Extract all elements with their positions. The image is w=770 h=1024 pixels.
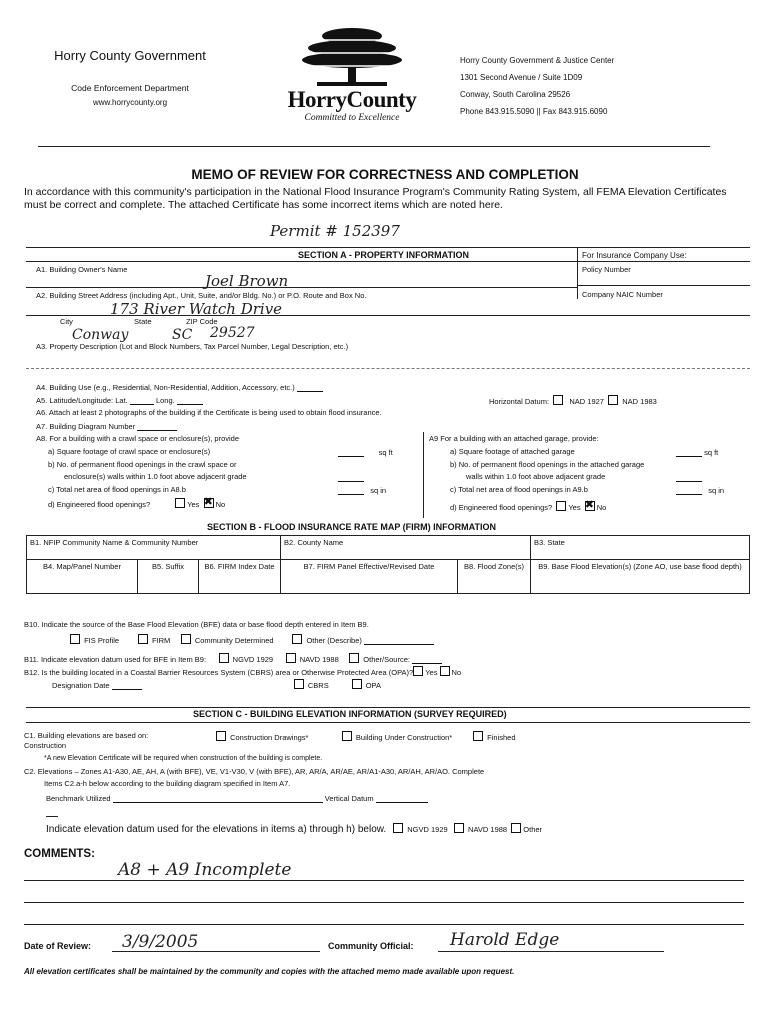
b11-ngvd-checkbox[interactable] [219, 653, 229, 663]
c1-construction: Construction [24, 741, 67, 750]
date-line [112, 951, 320, 952]
section-a-top-rule [26, 247, 750, 248]
a1-label: A1. Building Owner's Name [36, 265, 128, 274]
construction-drawings-checkbox[interactable] [216, 731, 226, 741]
community-official-signature: Harold Edge [450, 930, 560, 950]
b5-cell: B5. Suffix [138, 560, 199, 594]
a8a-field: sq ft [338, 447, 393, 457]
b12-no-checkbox[interactable] [440, 666, 450, 676]
a3-label: A3. Property Description (Lot and Block Numbers, Tax Parcel Number, Legal Description, etc.) [36, 342, 349, 351]
b11-navd-checkbox[interactable] [286, 653, 296, 663]
a2-label: A2. Building Street Address (including Apt., Unit, Suite, and/or Bldg. No.) or P.O. Route and Box No. [36, 291, 367, 300]
a8-title: A8. For a building with a crawl space or enclosure(s), provide [36, 434, 240, 443]
c2-other-checkbox[interactable] [511, 823, 521, 833]
policy-number-label: Policy Number [582, 265, 631, 274]
other-describe-checkbox[interactable] [292, 634, 302, 644]
memo-intro: In accordance with this community's participation in the National Flood Insurance Program's Community Rating System, all FEMA Elevation Certificates must be correct and complete. The attached Certificate has some incorrect items which are noted here. [24, 186, 727, 211]
a7-label: A7. Building Diagram Number [36, 421, 177, 431]
a9d-no-checkbox[interactable] [585, 501, 595, 511]
community-official-label: Community Official: [328, 941, 414, 951]
insurance-header: For Insurance Company Use: [582, 251, 687, 260]
datum-line: Indicate elevation datum used for the elevations in items a) through h) below. NGVD 1929 NAVD 1988 Other [46, 824, 543, 835]
a8-a9-divider [423, 432, 424, 518]
website: www.horrycounty.org [92, 98, 168, 107]
firm-checkbox[interactable] [138, 634, 148, 644]
header-left [0, 48, 260, 107]
opa-checkbox[interactable] [352, 679, 362, 689]
a8b-label-2: enclosure(s) walls within 1.0 foot above adjacent grade [64, 472, 247, 481]
tree-logo-icon [297, 26, 407, 88]
gov-name: Horry County Government [54, 48, 206, 63]
a9c-field: sq in [676, 485, 724, 495]
b12-label: B12. Is the building located in a Coastal Barrier Resources System (CBRS) area or Otherwise Protected Area (OPA)? Yes No [24, 668, 462, 677]
c2-navd-checkbox[interactable] [454, 823, 464, 833]
firm-info-table [26, 535, 750, 594]
a3-dashed-rule [26, 368, 750, 369]
a8c-field: sq in [338, 485, 386, 495]
department-name: Code Enforcement Department [71, 83, 189, 93]
b10-label: B10. Indicate the source of the Base Flood Elevation (BFE) data or base flood depth entered in Item B9. [24, 620, 369, 629]
a1-rule [26, 287, 577, 288]
a5-label: A5. Latitude/Longitude: Lat. Long. [36, 395, 203, 405]
section-c-title: SECTION C - BUILDING ELEVATION INFORMATION (SURVEY REQUIRED) [193, 709, 507, 719]
c1-label: C1. Building elevations are based on: [24, 731, 149, 740]
a9b-label-2: walls within 1.0 foot above adjacent grade [466, 472, 606, 481]
c1-note: *A new Elevation Certificate will be required when construction of the building is complete. [44, 755, 323, 762]
section-b-title: SECTION B - FLOOD INSURANCE RATE MAP (FIRM) INFORMATION [207, 522, 496, 532]
phone-fax: Phone 843.915.5090 || Fax 843.915.6090 [460, 107, 608, 116]
city-label: City [60, 317, 73, 326]
date-of-review-value: 3/9/2005 [122, 932, 199, 952]
section-a-title: SECTION A - PROPERTY INFORMATION [298, 250, 470, 260]
permit-number: Permit # 152397 [270, 222, 400, 240]
a9a-label: a) Square footage of attached garage [450, 447, 575, 456]
zip-label: ZIP Code [186, 317, 218, 326]
address-line: 1301 Second Avenue / Suite 1D09 [460, 73, 583, 82]
address-line: Horry County Government & Justice Center [460, 56, 615, 65]
date-of-review-label: Date of Review: [24, 941, 92, 951]
a8d-no-checkbox[interactable] [204, 498, 214, 508]
under-construction-checkbox[interactable] [342, 731, 352, 741]
a2-street-address: 173 River Watch Drive [110, 300, 283, 318]
c2-label-2: Items C2.a-h below according to the building diagram specified in Item A7. [44, 779, 291, 788]
a1-owner-name: Joel Brown [205, 272, 289, 290]
insurance-divider [577, 247, 578, 299]
header-address [460, 52, 614, 120]
naic-number-label: Company NAIC Number [582, 290, 663, 299]
b4-cell: B4. Map/Panel Number [27, 560, 138, 594]
comment-line [24, 902, 744, 903]
a4-label: A4. Building Use (e.g., Residential, Non-Residential, Addition, Accessory, etc.) [36, 382, 323, 392]
b6-cell: B6. FIRM Index Date [199, 560, 281, 594]
comment-line [24, 924, 744, 925]
a8d-label: d) Engineered flood openings? Yes ✖ No [48, 498, 225, 509]
a2-rule [26, 315, 750, 316]
a8b-field [338, 472, 364, 482]
c1-options: Construction Drawings* Building Under Construction* Finished [216, 731, 516, 742]
comment-line [24, 880, 744, 881]
comments-value: A8 + A9 Incomplete [118, 860, 292, 880]
b1-cell: B1. NFIP Community Name & Community Number [27, 536, 281, 560]
nad1927-checkbox[interactable] [553, 395, 563, 405]
b11-other-checkbox[interactable] [349, 653, 359, 663]
a9a-field: sq ft [676, 447, 718, 457]
section-c-top-rule [26, 707, 750, 708]
a9c-label: c) Total net area of flood openings in A9.b [450, 485, 588, 494]
a9-title: A9 For a building with an attached garage, provide: [429, 434, 599, 443]
header-divider [38, 146, 710, 147]
c2-ngvd-checkbox[interactable] [393, 823, 403, 833]
cbrs-checkbox[interactable] [294, 679, 304, 689]
b7-cell: B7. FIRM Panel Effective/Revised Date [281, 560, 458, 594]
policy-divider [577, 285, 750, 286]
a9d-label: d) Engineered flood openings? Yes ✖ No [450, 501, 606, 512]
a8b-label: b) No. of permanent flood openings in the crawl space or [48, 460, 237, 469]
b8-cell: B8. Flood Zone(s) [458, 560, 531, 594]
logo-name: HorryCounty [287, 87, 417, 112]
community-determined-checkbox[interactable] [181, 634, 191, 644]
city-value: Conway [72, 327, 129, 343]
datum-mark [46, 816, 58, 817]
c2-label: C2. Elevations – Zones A1-A30, AE, AH, A (with BFE), VE, V1-V30, V (with BFE), AR, AR/A, AR/AE, AR/A1-A30, AR/AH, AR/AO. Complete [24, 767, 485, 776]
finished-checkbox[interactable] [473, 731, 483, 741]
b10-options: FIS Profile FIRM Community Determined Other (Describe) [70, 634, 434, 645]
b11-label: B11. Indicate elevation datum used for BFE in Item B9: NGVD 1929 NAVD 1988 Other/Source: [24, 653, 442, 664]
a8c-label: c) Total net area of flood openings in A8.b [48, 485, 186, 494]
a9b-field [676, 472, 702, 482]
county-logo [262, 26, 442, 123]
a9d-yes-checkbox[interactable] [556, 501, 566, 511]
state-label: State [134, 317, 152, 326]
memo-title: MEMO OF REVIEW FOR CORRECTNESS AND COMPLETION [191, 167, 579, 182]
benchmark-field: Benchmark Utilized Vertical Datum [46, 793, 428, 803]
a6-label: A6. Attach at least 2 photographs of the building if the Certificate is being used to obtain flood insurance. [36, 408, 382, 417]
b3-cell: B3. State [531, 536, 750, 560]
section-c-sub-rule [26, 722, 750, 723]
nad1983-checkbox[interactable] [608, 395, 618, 405]
fis-profile-checkbox[interactable] [70, 634, 80, 644]
state-value: SC [172, 327, 193, 343]
horizontal-datum: Horizontal Datum: NAD 1927 NAD 1983 [489, 397, 657, 406]
retention-notice: All elevation certificates shall be maintained by the community and copies with the attached memo made available upon request. [24, 967, 515, 976]
a8d-yes-checkbox[interactable] [175, 498, 185, 508]
official-line [438, 951, 664, 952]
b2-cell: B2. County Name [281, 536, 531, 560]
section-a-sub-rule [26, 261, 750, 262]
comments-label: COMMENTS: [24, 848, 95, 860]
logo-tagline: Committed to Excellence [304, 113, 400, 123]
b12-yes-checkbox[interactable] [413, 666, 423, 676]
b9-cell: B9. Base Flood Elevation(s) (Zone AO, use base flood depth) [531, 560, 750, 594]
a9b-label: b) No. of permanent flood openings in the attached garage [450, 460, 645, 469]
designation-date: Designation Date CBRS OPA [52, 681, 382, 690]
zip-value: 29527 [210, 325, 255, 341]
a8a-label: a) Square footage of crawl space or enclosure(s) [48, 447, 211, 456]
address-line: Conway, South Carolina 29526 [460, 90, 571, 99]
